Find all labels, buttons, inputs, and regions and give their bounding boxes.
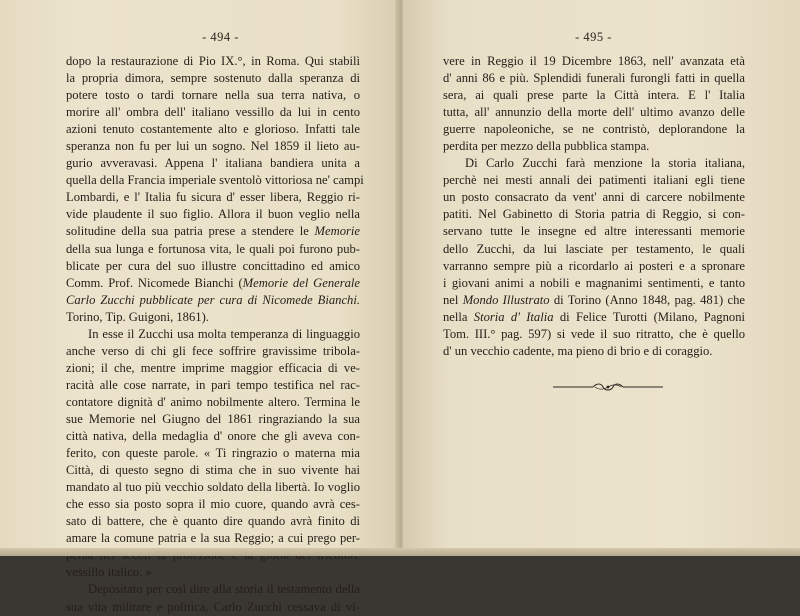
text-line: i giovani animi a nobili e magnanimi sentimenti, e tanto xyxy=(443,275,745,290)
text-line: dello Zucchi, da lui lasciate per testamento, le quali xyxy=(443,241,745,256)
text-line: speranza non fu per lui un sogno. Nel 1859 il lieto au- xyxy=(66,139,360,154)
right-page xyxy=(403,0,800,556)
text-line: racità alle cose narrate, in pari tempo testifica nel rac- xyxy=(66,377,360,392)
text-line: morire all' ombra dell' italiano vessillo da lui in cento xyxy=(66,105,360,120)
text-line: potere tosto o tardi tornare nella sua terra nativa, o xyxy=(66,88,360,103)
text-line: perchè nei mesti annali dei patimenti italiani egli tiene xyxy=(443,173,745,188)
text-line: azioni tenuto costantemente alto e glorioso. Infatti tale xyxy=(66,122,360,137)
left-page-text xyxy=(66,53,364,616)
text-line: della sua lunga e fortunosa vita, le quali poi furono pub- xyxy=(66,241,360,256)
text-line: contatore dignità d' animo nobilmente altero. Termina le xyxy=(66,394,360,409)
text-line: Carlo Zucchi pubblicate per cura di Nicomede Bianchi. xyxy=(66,292,360,307)
text-line: la propria dimora, sempre sostenuto dalla speranza di xyxy=(66,71,360,86)
text-line: Tom. III.° pag. 597) si vede il suo ritratto, che è quello xyxy=(443,326,745,341)
right-page-number: - 495 - xyxy=(575,30,612,44)
text-line: perdita per mezzo della pubblica stampa. xyxy=(443,139,650,154)
text-line: sato di battere, che è quanto dire quando avrà finito di xyxy=(66,514,360,529)
text-line: Comm. Prof. Nicomede Bianchi (Memorie del Generale xyxy=(66,275,360,290)
text-line: città nativa, della medaglia d' onore che gli aveva con- xyxy=(66,429,360,444)
text-line: servano tutte le insegne ed altre interessanti memorie xyxy=(443,224,745,239)
text-line: sue Memorie nel Giugno del 1861 ringraziando la sua xyxy=(66,411,360,426)
text-line: vessillo italico. » xyxy=(66,565,152,580)
text-line: solitudine della sua patria prese a stendere le Memorie xyxy=(66,224,360,239)
text-line: mandato al tuo più vecchio soldato della libertà. Io voglio xyxy=(66,480,360,495)
text-line: zioni; il che, mentre imprime maggior efficacia di ve- xyxy=(66,360,360,375)
left-page xyxy=(0,0,397,614)
text-line: ferito, con queste parole. « Ti ringrazio o materna mia xyxy=(66,446,360,461)
left-page-number: - 494 - xyxy=(202,30,239,44)
text-line: vide plaudente il suo figlio. Allora il buon veglio nella xyxy=(66,207,360,222)
text-line: vere in Reggio il 19 Dicembre 1863, nell' avanzata età xyxy=(443,54,745,68)
text-line: blicate per cura del suo illustre concittadino ed amico xyxy=(66,258,360,273)
right-page-text xyxy=(443,53,745,360)
ornament-divider xyxy=(553,380,663,394)
text-line: d' un vecchio cadente, ma pieno di brio e di coraggio. xyxy=(443,343,713,358)
text-line: amare la comune patria e la sua Reggio; a cui prego per- xyxy=(66,531,360,546)
text-line: anche verso di chi gli fece soffrire gravissime tribola- xyxy=(66,343,360,358)
text-line: sua vita militare e politica, Carlo Zucchi cessava di vi- xyxy=(66,599,360,614)
text-line: varranno sempre più a ricordarlo ai posteri e a spronare xyxy=(443,258,745,273)
text-line: patiti. Nel Gabinetto di Storia patria di Reggio, si con- xyxy=(443,207,745,222)
text-line: dopo la restaurazione di Pio IX.°, in Roma. Qui stabilì xyxy=(66,54,360,68)
text-line: Torino, Tip. Guigoni, 1861). xyxy=(66,309,209,324)
text-line: Di Carlo Zucchi farà menzione la storia italiana, xyxy=(465,156,745,171)
text-line: che esso sia posto sopra il mio cuore, quando avrà ces- xyxy=(66,497,360,512)
page-bottom-edge xyxy=(0,548,800,556)
text-line: nella Storia d' Italia di Felice Turotti (Milano, Pagnoni xyxy=(443,309,745,324)
text-line: gurio avveravasi. Appena l' italiana bandiera unita a xyxy=(66,156,360,171)
text-line: In esse il Zucchi usa molta temperanza di linguaggio xyxy=(88,326,360,341)
text-line: Depositato per così dire alla storia il testamento della xyxy=(88,582,360,597)
text-line: tutta, all' annunzio della morte dell' ultimo avanzo delle xyxy=(443,105,745,120)
text-line: un posto consacrato da vent' anni di carcere nobilmente xyxy=(443,190,745,205)
text-line: nel Mondo Illustrato di Torino (Anno 1848, pag. 481) che xyxy=(443,292,745,307)
text-line: d' anni 86 e più. Splendidi funerali furongli fatti in quella xyxy=(443,71,745,86)
text-line: Lombardi, e l' Italia fu sicura d' esser libera, Reggio ri- xyxy=(66,190,360,205)
text-line: quella della Francia imperiale sventolò vittoriosa ne' campi xyxy=(66,173,364,188)
text-line: guerre napoleoniche, se ne contristò, deplorandone la xyxy=(443,122,745,137)
text-line: sera, ai quali prese parte la Città intera. E l' Italia xyxy=(443,88,745,103)
text-line: Città, di questo segno di stima che in suo vivente hai xyxy=(66,463,360,478)
